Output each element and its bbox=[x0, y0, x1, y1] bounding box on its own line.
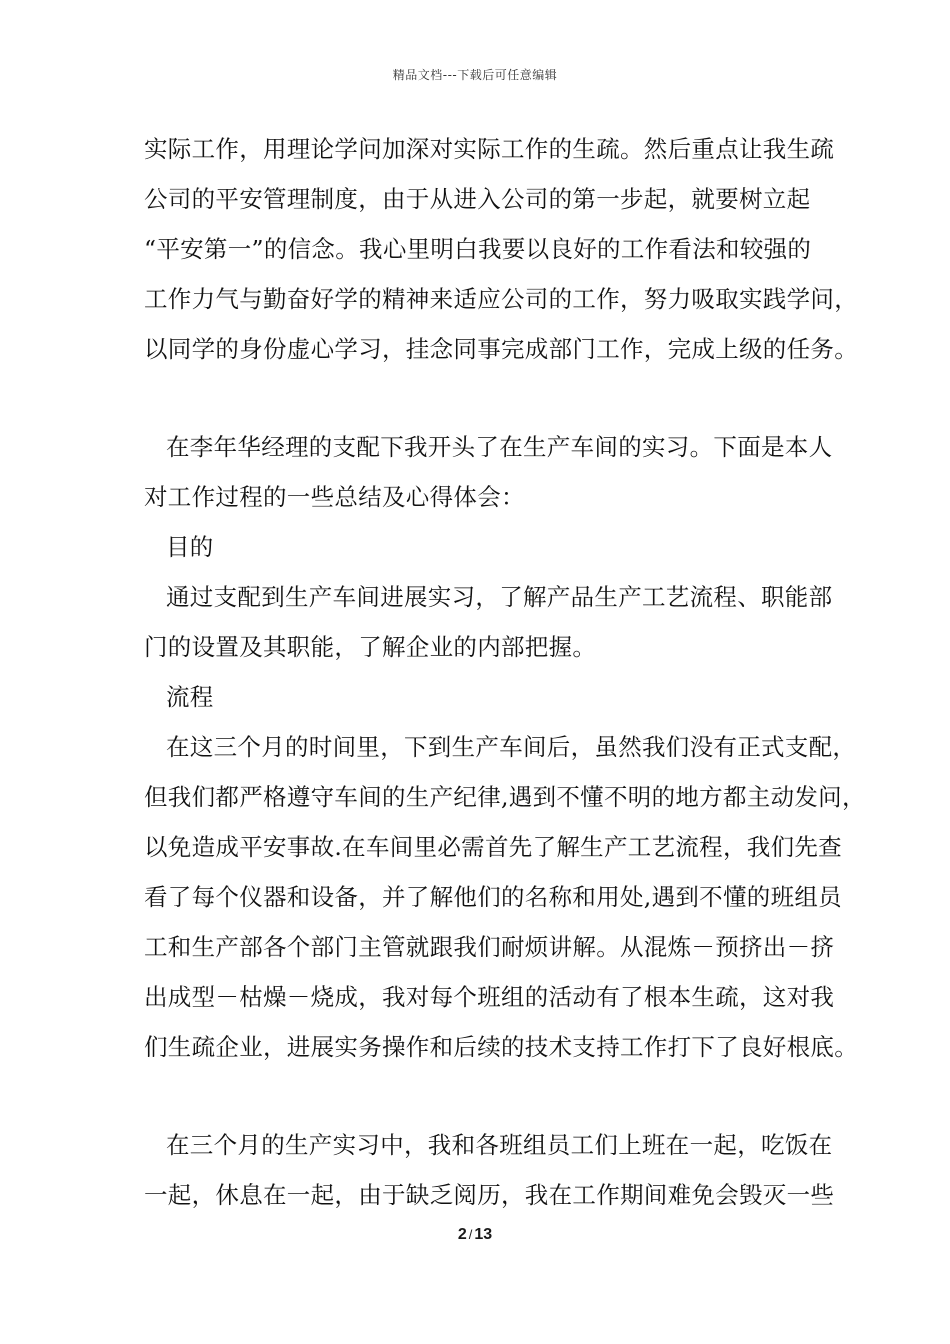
text-line: 们生疏企业，进展实务操作和后续的技术支持工作打下了良好根底。 bbox=[144, 1033, 858, 1061]
paragraph-5 bbox=[144, 1120, 835, 1220]
text-line: 看了每个仪器和设备，并了解他们的名称和用处,遇到不懂的班组员 bbox=[144, 883, 842, 911]
paragraph-gap bbox=[144, 374, 824, 422]
text-line: “平安第一”的信念。我心里明白我要以良好的工作看法和较强的 bbox=[144, 235, 812, 263]
text-line: 在李年华经理的支配下我开头了在生产车间的实习。下面是本人 bbox=[166, 433, 833, 461]
text-line: 通过支配到生产车间进展实习，了解产品生产工艺流程、职能部 bbox=[166, 583, 833, 611]
current-page: 2 bbox=[457, 1226, 467, 1243]
text-line: 一起，休息在一起，由于缺乏阅历，我在工作期间难免会毁灭一些 bbox=[144, 1181, 835, 1209]
text-line: 对工作过程的一些总结及心得体会： bbox=[144, 483, 525, 511]
text-line: 门的设置及其职能，了解企业的内部把握。 bbox=[144, 633, 597, 661]
paragraph-gap bbox=[144, 1072, 824, 1120]
document-body bbox=[144, 124, 866, 1220]
text-line: 出成型－枯燥－烧成，我对每个班组的活动有了根本生疏，这对我 bbox=[144, 983, 835, 1011]
text-line: 实际工作，用理论学问加深对实际工作的生疏。然后重点让我生疏 bbox=[144, 135, 835, 163]
paragraph-1 bbox=[144, 124, 858, 374]
text-line: 但我们都严格遵守车间的生产纪律,遇到不懂不明的地方都主动发问， bbox=[144, 783, 866, 811]
section-heading-purpose: 目的 bbox=[166, 533, 214, 561]
paragraph-4 bbox=[144, 722, 866, 1072]
page-separator: / bbox=[468, 1227, 473, 1242]
text-line: 以同学的身份虚心学习，挂念同事完成部门工作，完成上级的任务。 bbox=[144, 335, 858, 363]
text-line: 以免造成平安事故.在车间里必需首先了解生产工艺流程，我们先查 bbox=[144, 833, 842, 861]
page-header: 精品文档---下载后可任意编辑 bbox=[392, 68, 558, 82]
text-line: 在三个月的生产实习中，我和各班组员工们上班在一起，吃饭在 bbox=[166, 1131, 833, 1159]
text-line: 工和生产部各个部门主管就跟我们耐烦讲解。从混炼－预挤出－挤 bbox=[144, 933, 835, 961]
paragraph-2 bbox=[144, 422, 833, 522]
section-heading-process: 流程 bbox=[166, 683, 214, 711]
text-line: 工作力气与勤奋好学的精神来适应公司的工作，努力吸取实践学问， bbox=[144, 285, 858, 313]
text-line: 在这三个月的时间里，下到生产车间后，虽然我们没有正式支配， bbox=[166, 733, 857, 761]
page-number bbox=[0, 1226, 950, 1244]
total-pages: 13 bbox=[474, 1226, 493, 1243]
paragraph-3 bbox=[144, 572, 833, 672]
text-line: 公司的平安管理制度，由于从进入公司的第一步起，就要树立起 bbox=[144, 185, 811, 213]
